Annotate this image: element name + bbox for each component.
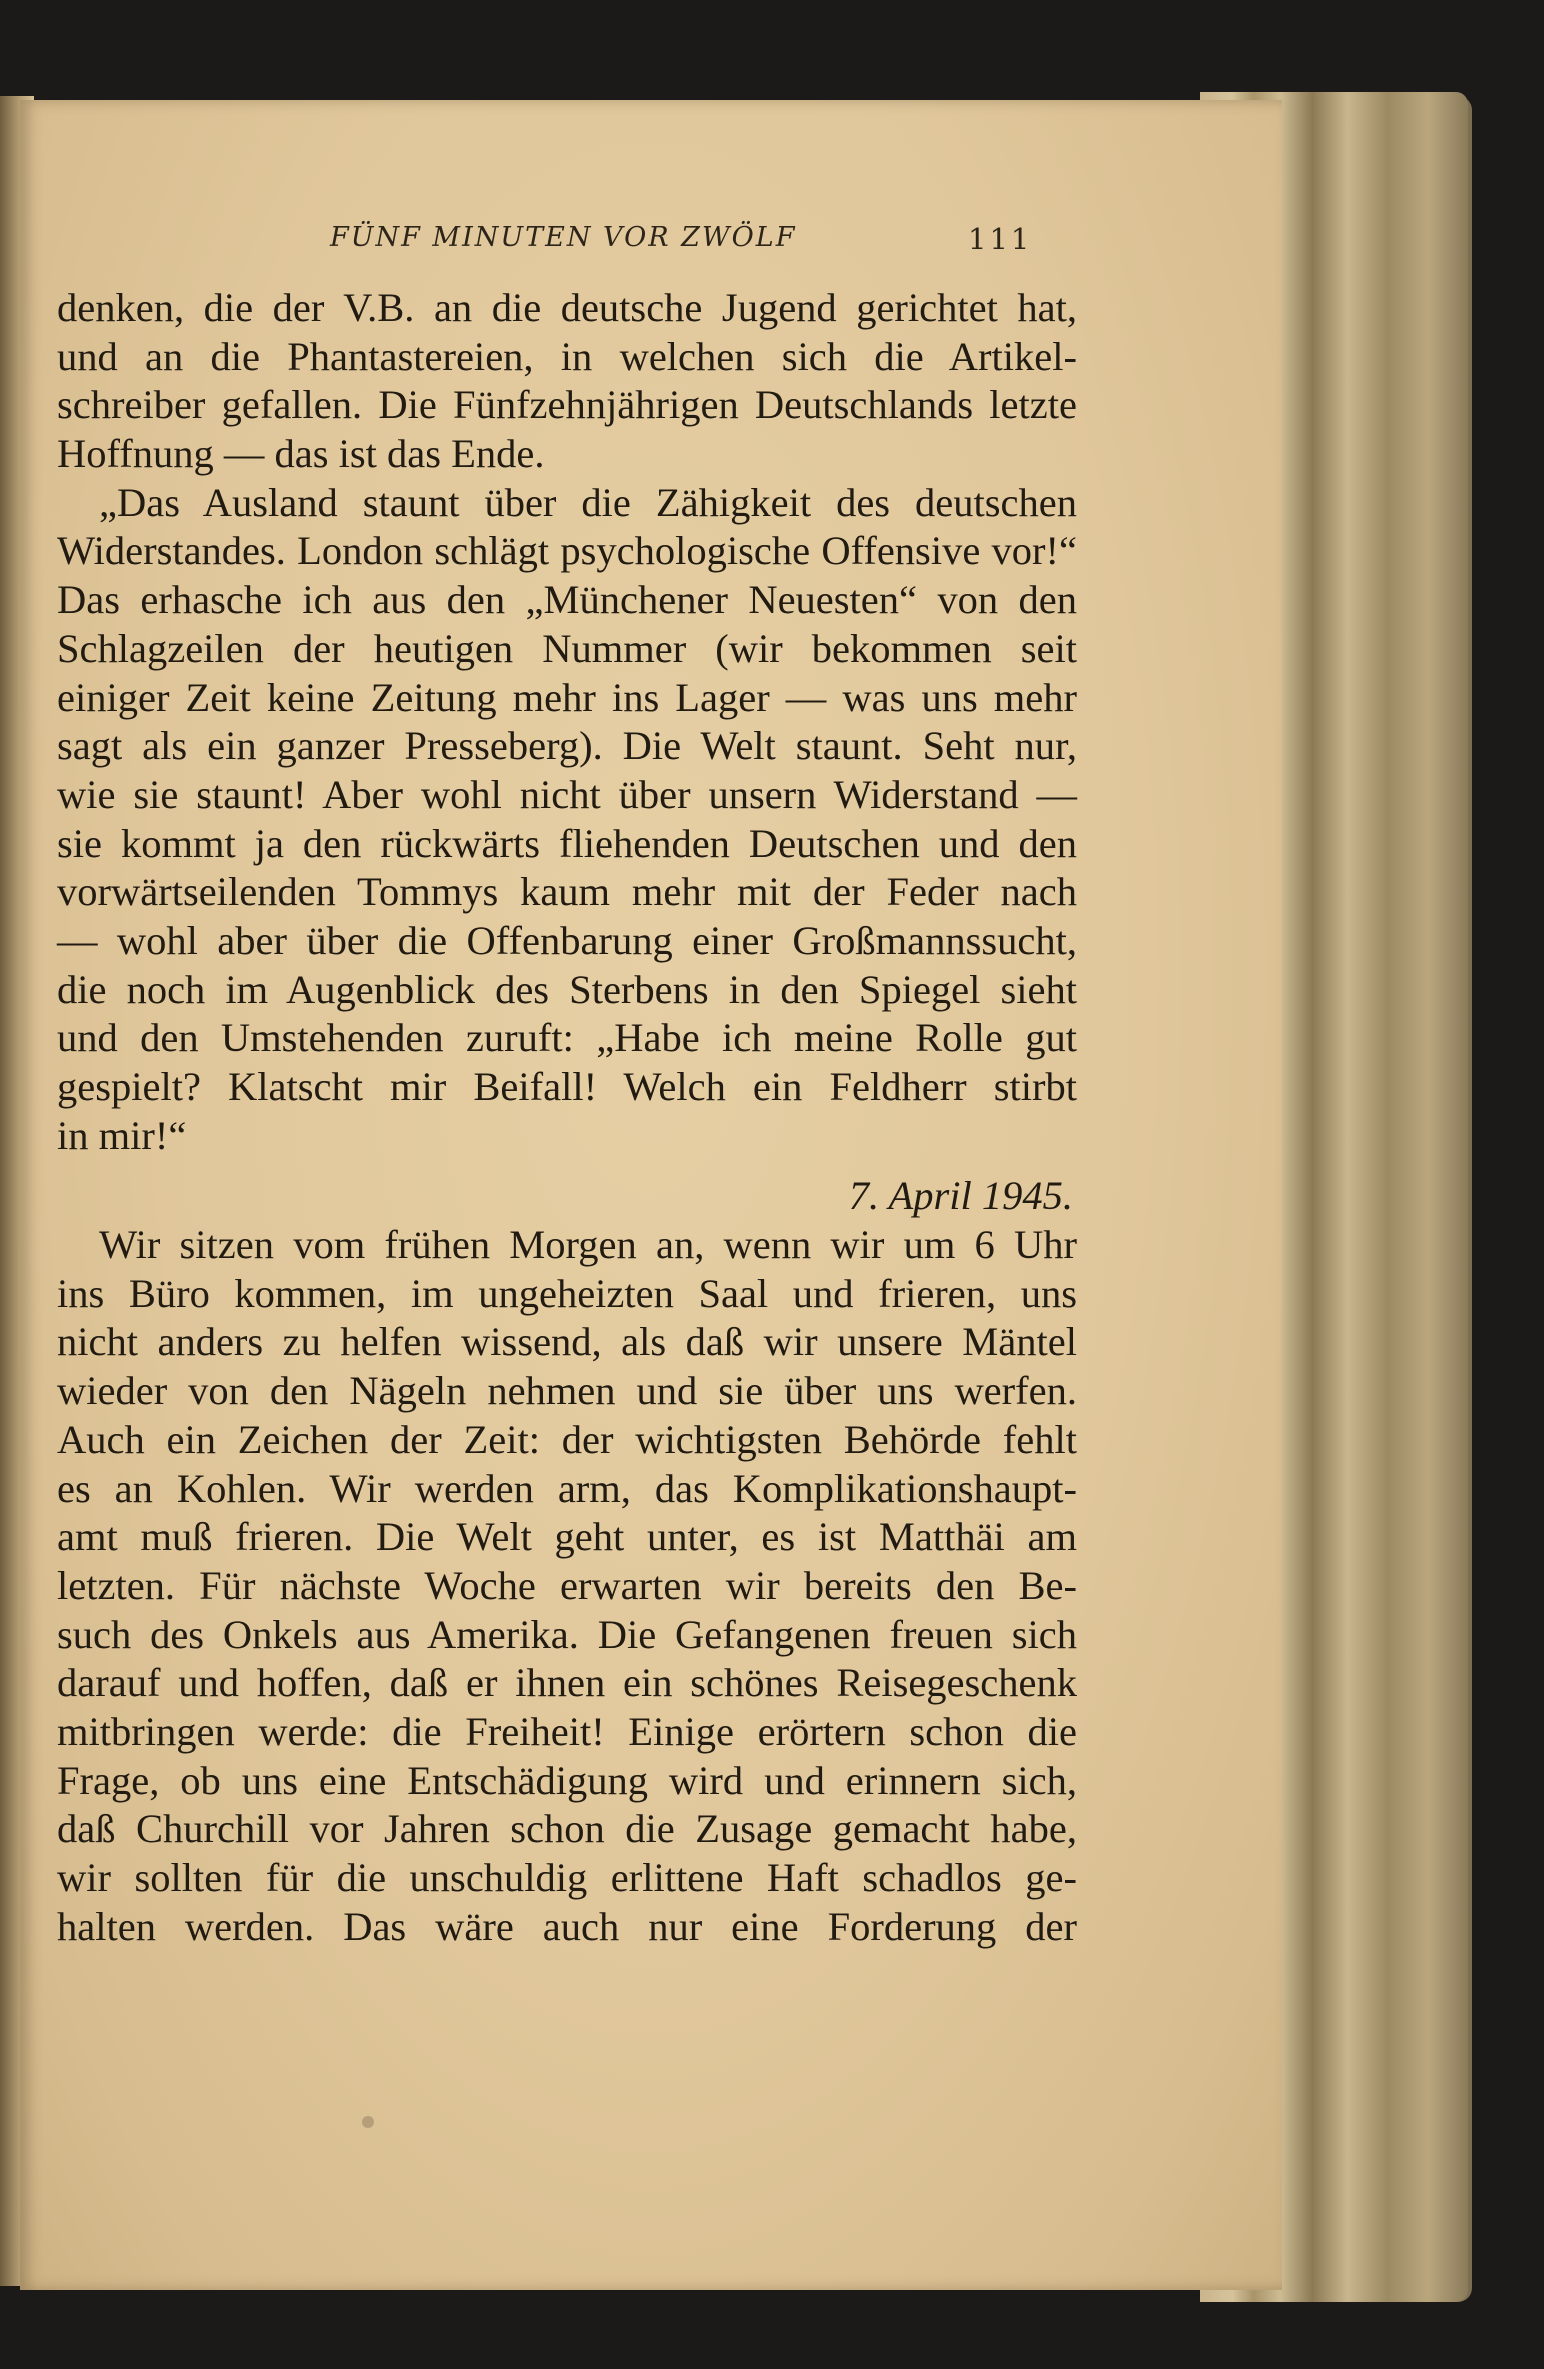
text-line: denken, die der V.B. an die deutsche Jugend gerichtet hat, [57, 285, 1077, 330]
dateline: 7. April 1945. [848, 1173, 1073, 1219]
text-line: halten werden. Das wäre auch nur eine Forderung der [57, 1903, 1077, 1949]
text-line: wieder von den Nägeln nehmen und sie über uns werfen. [57, 1368, 1077, 1414]
text-line: gespielt? Klatscht mir Beifall! Welch ein Feldherr stirbt [57, 1064, 1077, 1109]
text-line: sagt als ein ganzer Presseberg). Die Welt staunt. Seht nur, [57, 723, 1077, 769]
text-line: Schlagzeilen der heutigen Nummer (wir bekommen seit [57, 625, 1077, 671]
running-head [0, 222, 1544, 262]
text-line: daß Churchill vor Jahren schon die Zusage gemacht habe, [57, 1806, 1077, 1852]
text-line: Frage, ob uns eine Entschädigung wird und erinnern sich, [57, 1757, 1077, 1803]
text-line: darauf und hoffen, daß er ihnen ein schönes Reisegeschenk [57, 1660, 1077, 1706]
text-line: „Das Ausland staunt über die Zähigkeit des deutschen [99, 479, 1077, 525]
text-line: nicht anders zu helfen wissend, als daß wir unsere Mäntel [57, 1319, 1077, 1365]
running-head-title: FÜNF MINUTEN VOR ZWÖLF [330, 222, 797, 253]
text-line: die noch im Augenblick des Sterbens in den Spiegel sieht [57, 966, 1077, 1012]
text-line: Auch ein Zeichen der Zeit: der wichtigsten Behörde fehlt [57, 1416, 1077, 1462]
text-line: wie sie staunt! Aber wohl nicht über unsern Widerstand — [57, 771, 1077, 817]
text-line: Das erhasche ich aus den „Münchener Neuesten“ von den [57, 577, 1077, 623]
text-line: ins Büro kommen, im ungeheizten Saal und frieren, uns [57, 1270, 1077, 1316]
paragraph-1 [57, 284, 1077, 479]
text-line: sie kommt ja den rückwärts fliehenden Deutschen und den [57, 820, 1077, 866]
page-number: 111 [968, 222, 1033, 256]
text-line: einiger Zeit keine Zeitung mehr ins Lager — was uns mehr [57, 674, 1077, 720]
body-text [57, 284, 1077, 1951]
text-line: wir sollten für die unschuldig erlittene Haft schadlos ge- [57, 1855, 1077, 1900]
text-line: vorwärtseilenden Tommys kaum mehr mit der Feder nach [57, 869, 1077, 915]
paper-spot [362, 2116, 374, 2128]
text-line: such des Onkels aus Amerika. Die Gefangenen freuen sich [57, 1611, 1077, 1657]
paragraph-3 [57, 1221, 1077, 1951]
text-line: es an Kohlen. Wir werden arm, das Komplikationshaupt- [57, 1465, 1077, 1511]
text-line: letzten. Für nächste Woche erwarten wir bereits den Be- [57, 1562, 1077, 1608]
text-line: und an die Phantastereien, in welchen sich die Artikel- [57, 333, 1077, 379]
text-line: Hoffnung — das ist das Ende. [57, 431, 545, 477]
text-line: Widerstandes. London schlägt psychologische Offensive vor!“ [57, 528, 1077, 574]
text-line: schreiber gefallen. Die Fünfzehnjährigen Deutschlands letzte [57, 382, 1077, 428]
paragraph-2 [57, 479, 1077, 1161]
text-line: in mir!“ [57, 1112, 187, 1158]
text-line: amt muß frieren. Die Welt geht unter, es ist Matthäi am [57, 1514, 1077, 1560]
text-line: mitbringen werde: die Freiheit! Einige erörtern schon die [57, 1708, 1077, 1754]
text-line: — wohl aber über die Offenbarung einer Großmannssucht, [57, 917, 1077, 963]
text-line: und den Umstehenden zuruft: „Habe ich meine Rolle gut [57, 1015, 1077, 1061]
text-line: Wir sitzen vom frühen Morgen an, wenn wir um 6 Uhr [99, 1222, 1077, 1268]
